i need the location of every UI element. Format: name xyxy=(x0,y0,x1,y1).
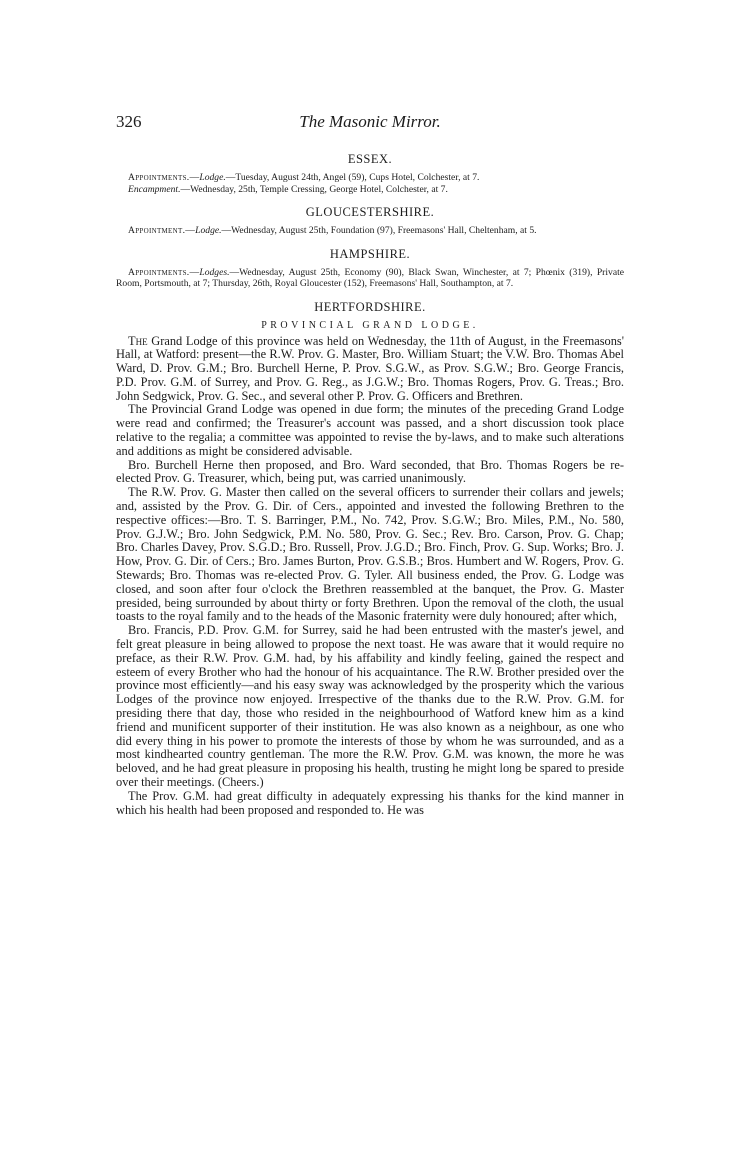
appointment-text: —Wednesday, August 25th, Economy (90), Black Swan, Winchester, at 7; Phœnix (319), Private Room, Portsmouth, at 7; Thursday, 26th, Royal Gloucester (152), Freemasons' Hall, Southampton, at 7. xyxy=(116,266,624,289)
appointment-label: Appointments.— xyxy=(128,172,200,183)
page-header xyxy=(116,112,624,134)
appointment-kind: Lodge. xyxy=(195,225,222,236)
appointment-line xyxy=(116,172,624,184)
paragraph-lead: The xyxy=(128,333,148,348)
document-page xyxy=(116,112,624,817)
section-hampshire xyxy=(116,247,624,290)
section-subheading: PROVINCIAL GRAND LODGE. xyxy=(261,319,479,331)
section-gloucestershire xyxy=(116,205,624,237)
paragraph-text: Grand Lodge of this province was held on Wednesday, the 11th of August, in the Freemasons' Hall, at Watford: present—the R.W. Prov. G. Master, Bro. William Stuart; the V.W. Bro. Thomas Abel Ward, D. Prov. G.M.; Bro. Burchell Herne, P. Prov. S.G.W., as Prov. S.G.W.; Bro. George Francis, P.D. Prov. G.M. of Surrey, and Prov. G. Reg., as J.G.W.; Bro. Thomas Rogers, Prov. G. Treas.; Bro. John Sedgwick, Prov. G. Sec., and several other P. Prov. G. Officers and Brethren. xyxy=(116,333,624,403)
page-number: 326 xyxy=(116,112,142,131)
appointment-line xyxy=(116,184,624,196)
appointment-kind: Lodges. xyxy=(199,266,230,278)
appointment-kind: Encampment. xyxy=(128,183,181,195)
body-paragraph: The Prov. G.M. had great difficulty in adequately expressing his thanks for the kind manner in which his health had been proposed and responded to. He was xyxy=(116,788,624,817)
section-heading: HERTFORDSHIRE. xyxy=(314,299,426,314)
running-title: The Masonic Mirror. xyxy=(299,112,441,131)
section-hertfordshire xyxy=(116,300,624,818)
body-paragraph: Bro. Burchell Herne then proposed, and Bro. Ward seconded, that Bro. Thomas Rogers be re-elected Prov. G. Treasurer, which, being put, was carried unanimously. xyxy=(116,457,624,486)
section-heading: ESSEX. xyxy=(347,152,393,166)
appointment-line xyxy=(116,225,624,237)
appointment-line xyxy=(116,267,624,290)
appointment-label: Appointment.— xyxy=(128,225,196,236)
appointment-text: —Wednesday, August 25th, Foundation (97), Freemasons' Hall, Cheltenham, at 5. xyxy=(221,225,537,236)
appointment-text: —Tuesday, August 24th, Angel (59), Cups Hotel, Colchester, at 7. xyxy=(225,172,480,183)
appointment-label: Appointments.— xyxy=(128,266,200,278)
body-paragraph: Bro. Francis, P.D. Prov. G.M. for Surrey, said he had been entrusted with the master's jewel, and felt great pleasure in being allowed to propose the next toast. He was aware that it would require no preface, as their R.W. Prov. G.M. had, by his affability and kindly feeling, gained the respect and esteem of every Brother who had the honour of his acquaintance. The R.W. Brother presided over the province most efficiently—and his easy sway was acknowledged by the prosperity which the various Lodges of the province now enjoyed. Irrespective of the thanks due to the R.W. Prov. G.M. for presiding there that day, those who resided in the neighbourhood of Watford knew him as a kind friend and munificent supporter of their institution. He was also known as a neighbour, as one who did every thing in his power to promote the interests of those by whom he was surrounded, and as a most kindhearted country gentleman. The more the R.W. Prov. G.M. was known, the more he was beloved, and he had great pleasure in proposing his health, trusting he might long be spared to preside over their meetings. (Cheers.) xyxy=(116,623,624,789)
body-paragraph xyxy=(116,335,624,404)
section-heading: GLOUCESTERSHIRE. xyxy=(305,205,435,219)
section-heading: HAMPSHIRE. xyxy=(329,246,411,261)
section-essex xyxy=(116,152,624,195)
appointment-kind: Lodge. xyxy=(199,172,226,183)
body-paragraph: The R.W. Prov. G. Master then called on the several officers to surrender their collars and jewels; and, assisted by the Prov. G. Dir. of Cers., appointed and invested the following Brethren to the respective offices:—Bro. T. S. Barringer, P.M., No. 742, Prov. S.G.W.; Bro. Miles, P.M., No. 580, Prov. G.J.W.; Bro. John Sedgwick, P.M. No. 580, Prov. G. Sec.; Rev. Bro. Carson, Prov. G. Chap; Bro. Charles Davey, Prov. S.G.D.; Bro. Russell, Prov. J.G.D.; Bro. Finch, Prov. G. Sup. Works; Bro. J. How, Prov. G. Dir. of Cers.; Bro. James Burton, Prov. G.S.B.; Bros. Humbert and W. Rogers, Prov. G. Stewards; Bro. Thomas was re-elected Prov. G. Tyler. All business ended, the Prov. G. Lodge was closed, and soon after four o'clock the Brethren reassembled at the banquet, the Prov. G. Master presided, being surrounded by about thirty or forty Brethren. Upon the removal of the cloth, the usual toasts to the royal family and to the heads of the Masonic fraternity were duly honoured; after which, xyxy=(116,485,624,624)
appointment-text: —Wednesday, 25th, Temple Cressing, George Hotel, Colchester, at 7. xyxy=(180,183,448,195)
body-paragraph: The Provincial Grand Lodge was opened in due form; the minutes of the preceding Grand Lodge were read and confirmed; the Treasurer's account was passed, and a short discussion took place relative to the regalia; a committee was appointed to revise the by-laws, and to make such alterations and additions as might be considered advisable. xyxy=(116,402,624,458)
